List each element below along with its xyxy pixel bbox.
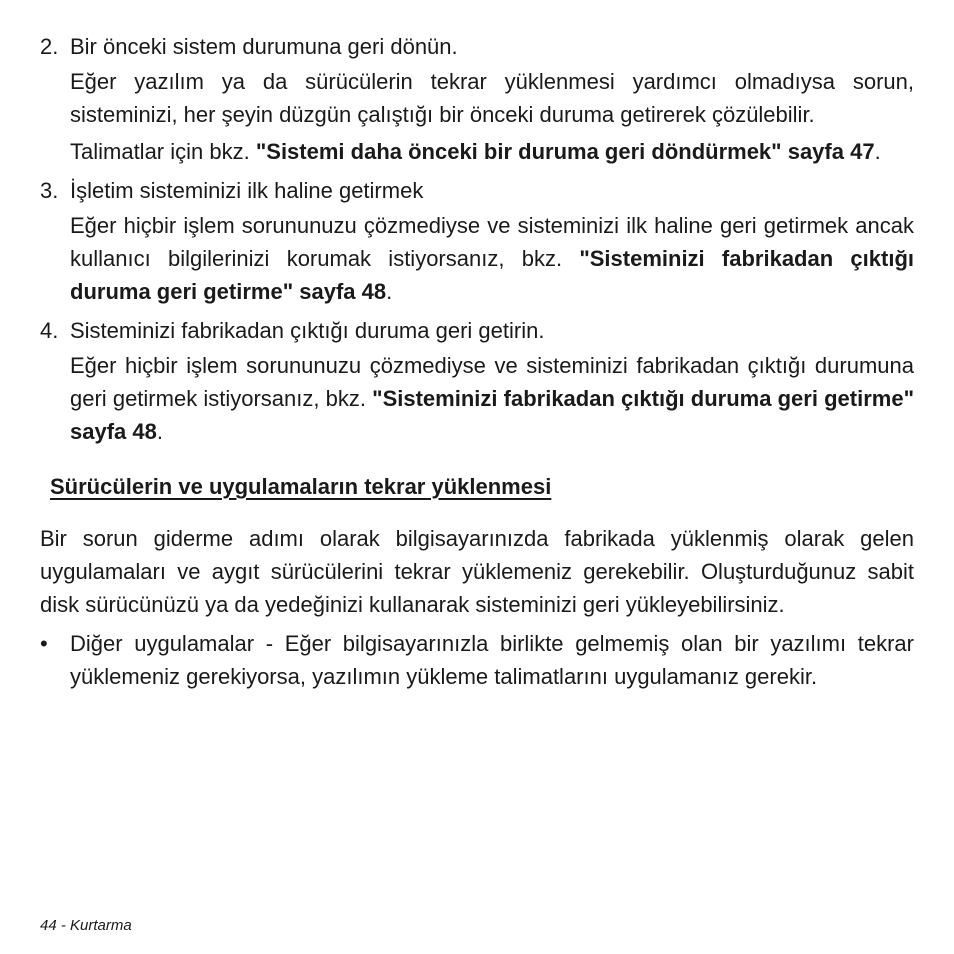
list-item-4 xyxy=(40,314,914,448)
list-item-paragraph: Eğer yazılım ya da sürücülerin tekrar yüklenmesi yardımcı olmadıysa sorun, sisteminizi, her şeyin düzgün çalıştığı bir önceki duruma getirerek çözülebilir. xyxy=(70,69,914,127)
list-number: 4. xyxy=(40,318,59,343)
bullet-icon: • xyxy=(40,631,48,656)
page-footer: 44 - Kurtarma xyxy=(40,917,132,934)
list-item-body xyxy=(70,174,914,308)
list-item-3 xyxy=(40,174,914,308)
cross-reference-link[interactable]: "Sisteminizi fabrikadan çıktığı duruma geri getirme" sayfa 48 xyxy=(70,386,914,444)
list-item-heading: Sisteminizi fabrikadan çıktığı duruma geri getirin. xyxy=(70,318,545,343)
bullet-text: Diğer uygulamalar - Eğer bilgisayarınızla birlikte gelmemiş olan bir yazılımı tekrar yüklemeniz gerekiyorsa, yazılımın yükleme talimatlarını uygulamanız gerekir. xyxy=(70,631,914,689)
list-number: 2. xyxy=(40,34,59,59)
list-item-body xyxy=(70,314,914,448)
list-item-reference-paragraph xyxy=(70,209,914,308)
bullet-item xyxy=(40,627,914,693)
section-intro-paragraph: Bir sorun giderme adımı olarak bilgisayarınızda fabrikada yüklenmiş olarak gelen uygulamaları ve aygıt sürücülerini tekrar yüklemeniz gerekebilir. Oluşturduğunuz sabit disk sürücünüzü ya da yedeğinizi kullanarak sisteminizi geri yükleyebilirsiniz. xyxy=(40,526,914,617)
reference-prefix: Talimatlar için bkz. xyxy=(70,139,256,164)
list-item-heading: İşletim sisteminizi ilk haline getirmek xyxy=(70,178,424,203)
list-item-heading: Bir önceki sistem durumuna geri dönün. xyxy=(70,34,458,59)
list-item-reference-paragraph xyxy=(70,349,914,448)
list-number: 3. xyxy=(40,178,59,203)
cross-reference-link[interactable]: "Sistemi daha önceki bir duruma geri döndürmek" sayfa 47 xyxy=(255,139,875,164)
list-item-2 xyxy=(40,30,914,168)
list-item-reference-paragraph xyxy=(70,135,914,168)
section-heading: Sürücülerin ve uygulamaların tekrar yüklenmesi xyxy=(50,474,552,499)
reference-suffix: . xyxy=(874,139,881,164)
document-page xyxy=(40,30,914,693)
list-item-body xyxy=(70,30,914,168)
reference-prefix: Eğer hiçbir işlem sorununuzu çözmediyse ve sisteminizi fabrikadan çıktığı durumuna geri getirmek istiyorsanız, bkz. xyxy=(70,353,914,411)
reference-prefix: Eğer hiçbir işlem sorununuzu çözmediyse ve sisteminizi ilk haline geri getirmek ancak kullanıcı bilgilerinizi korumak istiyorsanız, bkz. xyxy=(70,213,914,271)
reference-suffix: . xyxy=(156,419,163,444)
cross-reference-link[interactable]: "Sisteminizi fabrikadan çıktığı duruma geri getirme" sayfa 48 xyxy=(70,246,914,304)
reference-suffix: . xyxy=(386,279,393,304)
